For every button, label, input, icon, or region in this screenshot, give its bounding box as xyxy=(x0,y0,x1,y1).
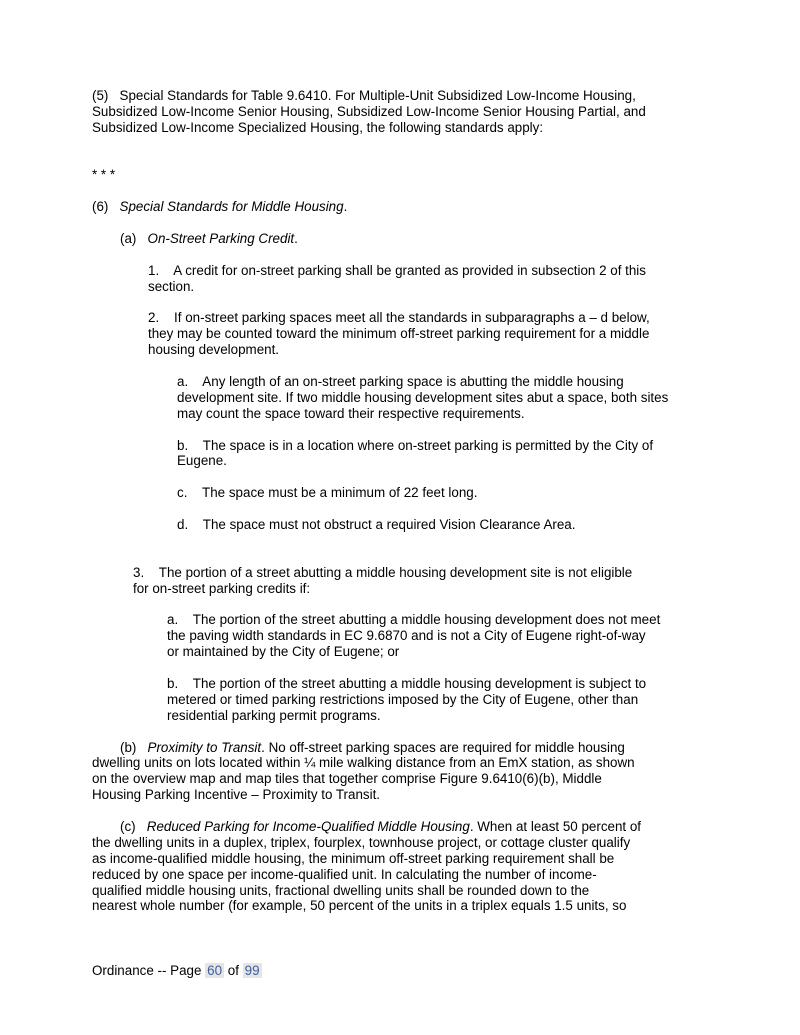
text-line: (a) On-Street Parking Credit. xyxy=(120,231,298,247)
text-line: d. The space must not obstruct a required Vision Clearance Area. xyxy=(177,517,576,533)
text-line: as income-qualified middle housing, the minimum off-street parking requirement shall be xyxy=(92,850,615,866)
text-line: (c) Reduced Parking for Income-Qualified Middle Housing. When at least 50 percent of xyxy=(120,818,642,834)
blank-line xyxy=(0,247,800,263)
item-2c xyxy=(0,485,800,501)
para-6b xyxy=(0,740,800,804)
text-line: nearest whole number (for example, 50 percent of the units in a triplex equals 1.5 units, so xyxy=(92,898,627,914)
text-line: 1. A credit for on-street parking shall be granted as provided in subsection 2 of this xyxy=(148,262,646,278)
text-line: * * * xyxy=(92,167,116,183)
text-line: b. The portion of the street abutting a middle housing development is subject to xyxy=(167,675,647,691)
item-2a xyxy=(0,374,800,422)
page-footer xyxy=(92,963,262,979)
text-line: Subsidized Low-Income Senior Housing, Subsidized Low-Income Senior Housing Partial, and xyxy=(92,103,646,119)
text-line: (6) Special Standards for Middle Housing. xyxy=(92,199,348,215)
text-line: may count the space toward their respective requirements. xyxy=(177,405,525,421)
document-body xyxy=(0,88,800,914)
text-line: c. The space must be a minimum of 22 feet long. xyxy=(177,485,478,501)
item-3a xyxy=(0,612,800,660)
para-6a xyxy=(0,231,800,247)
item-2b xyxy=(0,438,800,470)
text-line: (5) Special Standards for Table 9.6410. For Multiple-Unit Subsidized Low-Income Housing, xyxy=(92,88,636,103)
blank-line xyxy=(0,152,800,168)
blank-line xyxy=(0,136,800,152)
text-line: Housing Parking Incentive – Proximity to Transit. xyxy=(92,787,381,803)
blank-line xyxy=(0,422,800,438)
item-2 xyxy=(0,310,800,358)
blank-line xyxy=(0,183,800,199)
text-line: metered or timed parking restrictions imposed by the City of Eugene, other than xyxy=(167,691,639,707)
para-6c xyxy=(0,819,800,914)
text-line: development site. If two middle housing development sites abut a space, both sites xyxy=(177,389,669,405)
item-3b xyxy=(0,676,800,724)
text-line: qualified middle housing units, fractional dwelling units shall be rounded down to the xyxy=(92,882,590,898)
blank-line xyxy=(0,469,800,485)
text-line: for on-street parking credits if: xyxy=(133,580,311,596)
text-line: a. Any length of an on-street parking space is abutting the middle housing xyxy=(177,374,624,390)
text-line: the dwelling units in a duplex, triplex, fourplex, townhouse project, or cottage cluster qualify xyxy=(92,834,631,850)
text-line: on the overview map and map tiles that together comprise Figure 9.6410(6)(b), Middle xyxy=(92,771,602,787)
blank-line xyxy=(0,533,800,549)
footer-label: Ordinance -- Page xyxy=(92,963,206,978)
asterisk-separator xyxy=(0,167,800,183)
text-line: the paving width standards in EC 9.6870 and is not a City of Eugene right-of-way xyxy=(167,628,646,644)
text-line: they may be counted toward the minimum off-street parking requirement for a middle xyxy=(148,326,650,342)
blank-line xyxy=(0,295,800,311)
text-line: Subsidized Low-Income Specialized Housing, the following standards apply: xyxy=(92,119,544,135)
blank-line xyxy=(0,358,800,374)
text-line: residential parking permit programs. xyxy=(167,707,381,723)
blank-line xyxy=(0,215,800,231)
text-line: section. xyxy=(148,278,195,294)
text-line: b. The space is in a location where on-street parking is permitted by the City of xyxy=(177,437,654,453)
text-line: or maintained by the City of Eugene; or xyxy=(167,644,400,660)
text-line: 3. The portion of a street abutting a middle housing development site is not eligible xyxy=(133,564,633,580)
text-line: 2. If on-street parking spaces meet all the standards in subparagraphs a – d below, xyxy=(148,310,650,326)
blank-line xyxy=(0,724,800,740)
page-number-field: 60 xyxy=(207,963,223,978)
blank-line xyxy=(0,549,800,565)
blank-line xyxy=(0,597,800,613)
para-6 xyxy=(0,199,800,215)
footer-separator: of xyxy=(224,963,243,978)
text-line: a. The portion of the street abutting a middle housing development does not meet xyxy=(167,612,661,628)
blank-line xyxy=(0,803,800,819)
text-line: (b) Proximity to Transit. No off-street parking spaces are required for middle housing xyxy=(120,739,625,755)
text-line: Eugene. xyxy=(177,453,227,469)
page-total-field: 99 xyxy=(244,963,260,978)
text-line: housing development. xyxy=(148,342,280,358)
item-3 xyxy=(0,565,800,597)
item-2d xyxy=(0,517,800,533)
blank-line xyxy=(0,660,800,676)
item-1 xyxy=(0,263,800,295)
text-line: reduced by one space per income-qualified unit. In calculating the number of income- xyxy=(92,866,597,882)
text-line: dwelling units on lots located within ¼ mile walking distance from an EmX station, as shown xyxy=(92,755,635,771)
blank-line xyxy=(0,501,800,517)
para-5 xyxy=(0,88,800,136)
